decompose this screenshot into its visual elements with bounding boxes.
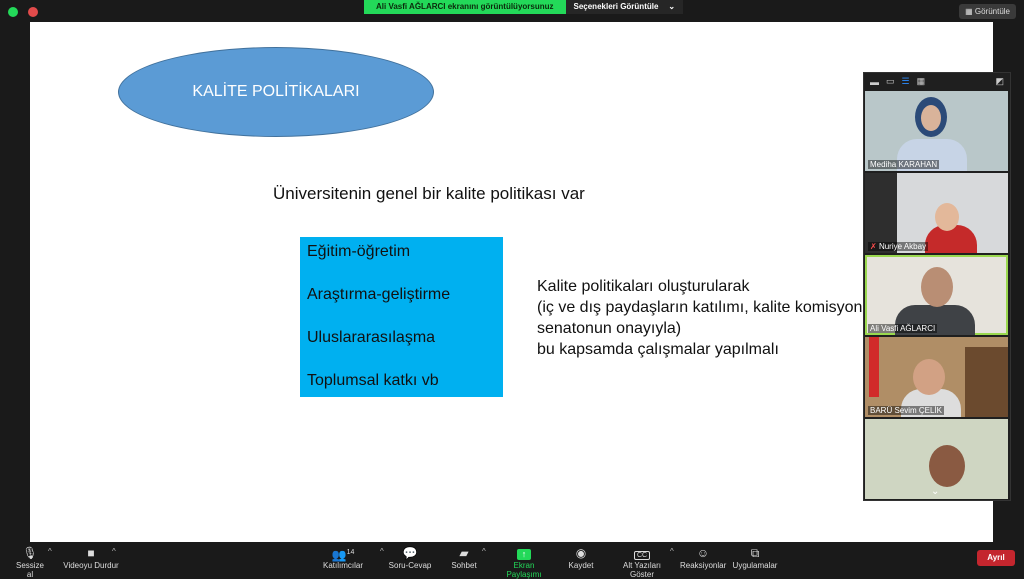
apps-icon: ⧉	[750, 546, 760, 560]
record-dot-icon	[28, 7, 38, 17]
participant-name: Ali Vasfi AĞLARCI	[870, 324, 936, 333]
minimize-icon[interactable]: ▬	[870, 76, 879, 87]
sharing-status-text: Ali Vasfi AĞLARCI ekranını görüntülüyorsunuz	[364, 0, 566, 14]
participant-name: ✗ Nuriye Akbay	[870, 242, 927, 251]
leave-button[interactable]: Ayrıl	[977, 550, 1015, 566]
policy-item: Toplumsal katkı vb	[307, 372, 439, 389]
slide-title-ellipse	[118, 47, 434, 137]
muted-mic-icon: ✗	[870, 242, 877, 251]
participants-options-caret[interactable]: ^	[380, 547, 384, 556]
captions-options-caret[interactable]: ^	[670, 547, 674, 556]
record-icon: ◉	[575, 546, 587, 560]
reactions-button[interactable]: ☺ Reaksiyonlar	[680, 546, 727, 570]
participants-button[interactable]: 👥$^{14}$ Katılımcılar ^	[322, 547, 384, 570]
video-camera-icon: ■	[87, 546, 95, 560]
meeting-toolbar	[0, 542, 1024, 579]
grid-icon: ▦	[965, 7, 975, 16]
policy-item: Eğitim-öğretim	[307, 243, 411, 260]
participant-tile[interactable]	[865, 173, 1008, 253]
top-bar	[0, 0, 1024, 22]
reactions-icon: ☺	[696, 546, 710, 560]
participant-name: Mediha KARAHAN	[870, 160, 938, 169]
view-button[interactable]: ▦ Görüntüle	[959, 4, 1016, 19]
hide-video-icon[interactable]: ▭	[886, 76, 895, 86]
screen-share-banner	[364, 0, 683, 14]
qa-icon: 💬	[402, 546, 418, 560]
chat-icon: ▰	[459, 546, 469, 560]
slide-lead-text: Üniversitenin genel bir kalite politikası var	[273, 184, 585, 203]
chevron-down-icon[interactable]: ⌄	[931, 486, 940, 497]
video-panel	[863, 72, 1011, 501]
gallery-view-icon[interactable]: ▦	[916, 76, 926, 86]
qa-button[interactable]: 💬 Soru-Cevap	[388, 546, 432, 570]
mute-button[interactable]: 🎙 Sessize al ^	[12, 545, 48, 579]
chat-options-caret[interactable]: ^	[482, 547, 486, 556]
slide-right-text: Kalite politikaları oluşturularak (iç ve dış paydaşların katılımı, kalite komisyon senatonun onayıyla) bu kapsamda çalışmalar yapılmalı	[537, 278, 863, 358]
mute-options-caret[interactable]: ^	[48, 547, 52, 556]
policy-item: Uluslararasılaşma	[307, 329, 436, 346]
strip-view-icon[interactable]: ☰	[901, 76, 910, 86]
view-options-button[interactable]: Seçenekleri Görüntüle ⌄	[566, 0, 684, 14]
participant-tile[interactable]	[865, 337, 1008, 417]
video-options-caret[interactable]: ^	[112, 547, 116, 556]
policy-item: Araştırma-geliştirme	[307, 286, 451, 303]
record-button[interactable]: ◉ Kaydet	[566, 545, 596, 570]
participant-name: BARÜ Sevim ÇELİK	[870, 406, 943, 415]
exit-float-icon[interactable]: ◩	[995, 76, 1004, 86]
chevron-down-icon: ⌄	[668, 2, 676, 11]
shared-slide	[30, 22, 993, 542]
closed-captions-icon: CC	[610, 545, 674, 561]
share-screen-icon: ↑	[517, 549, 531, 560]
participant-tile[interactable]	[865, 91, 1008, 171]
policy-areas-box	[300, 237, 503, 397]
panel-header	[864, 73, 1010, 90]
share-screen-button[interactable]: ↑ Ekran Paylaşımı	[506, 549, 542, 579]
microphone-icon: 🎙	[22, 546, 38, 560]
chat-button[interactable]: ▰ Sohbet ^	[448, 545, 480, 570]
participant-tile-active[interactable]	[865, 255, 1008, 335]
apps-button[interactable]: ⧉ Uygulamalar	[732, 546, 778, 570]
slide-title: KALİTE POLİTİKALARI	[192, 83, 360, 100]
participant-tile[interactable]	[865, 419, 1008, 499]
participants-icon: 👥	[331, 548, 347, 562]
captions-button[interactable]: CC Alt Yazıları Göster ^	[610, 545, 674, 579]
video-button[interactable]: ■ Videoyu Durdur ^	[60, 545, 122, 570]
shield-icon[interactable]	[8, 7, 18, 17]
participants-count: 14	[346, 549, 355, 556]
